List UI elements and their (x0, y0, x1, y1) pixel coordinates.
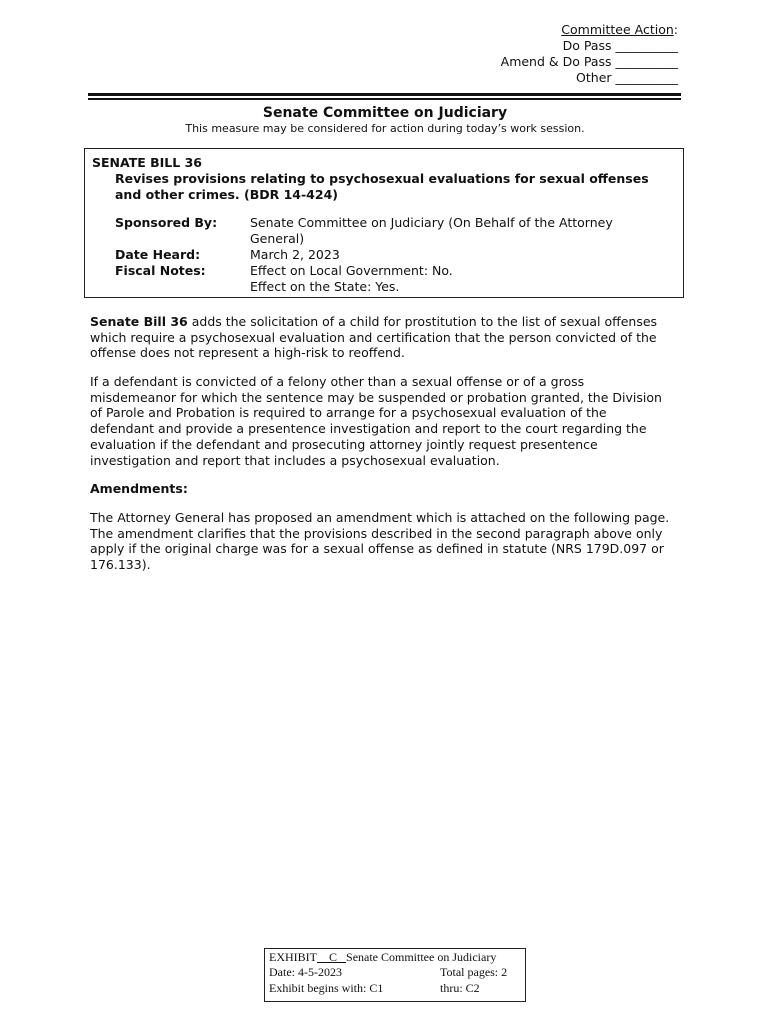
committee-action-heading: Committee Action: (561, 22, 678, 37)
fiscal-label: Fiscal Notes: (115, 263, 206, 278)
date-value: March 2, 2023 (250, 247, 340, 262)
page-title: Senate Committee on Judiciary (262, 105, 508, 121)
header-rule-thick (88, 93, 681, 96)
amendments-heading: Amendments: (90, 481, 188, 496)
exhibit-begins: Exhibit begins with: C1 (269, 981, 384, 995)
amend-do-pass-line: Amend & Do Pass __________ (500, 54, 678, 69)
date-label: Date Heard: (115, 247, 201, 262)
paragraph-current-law: If a defendant is convicted of a felony other than a sexual offense or of a gross misdemeanor for which the sentence may be suspended or probation granted, the Division of Parole and Probation is required to arrange for a psychosexual evaluation of the defendant and provide a presentence investigation and report to the court regarding the evaluation if the defendant and prosecuting attorney jointly request presentence investigation and report that includes a psychosexual evaluation. (90, 374, 662, 468)
exhibit-line-1: EXHIBIT C Senate Committee on Judiciary (269, 950, 497, 964)
fiscal-value: Effect on Local Government: No. Effect on the State: Yes. (250, 263, 453, 294)
page-subtitle: This measure may be considered for action during today’s work session. (185, 122, 585, 135)
other-line: Other __________ (576, 70, 678, 85)
sponsored-value: Senate Committee on Judiciary (On Behalf of the Attorney General) (250, 215, 613, 246)
bill-description: Revises provisions relating to psychosexual evaluations for sexual offenses and other crimes. (BDR 14-424) (115, 171, 649, 202)
exhibit-total-pages: Total pages: 2 (440, 965, 508, 979)
paragraph-summary: Senate Bill 36 adds the solicitation of a child for prostitution to the list of sexual offenses which require a psychosexual evaluation and certification that the person convicted of the offense does not represent a high-risk to reoffend. (90, 314, 658, 361)
committee-action-block (501, 22, 678, 86)
do-pass-line: Do Pass __________ (562, 38, 678, 53)
exhibit-stamp (264, 948, 526, 1002)
exhibit-thru: thru: C2 (440, 981, 480, 995)
exhibit-date: Date: 4-5-2023 (269, 965, 342, 979)
bill-number: SENATE BILL 36 (92, 155, 202, 170)
header-rule-thin (88, 98, 681, 100)
sponsored-label: Sponsored By: (115, 215, 218, 230)
bill-summary-box (84, 148, 684, 298)
paragraph-amendment: The Attorney General has proposed an amendment which is attached on the following page. The amendment clarifies that the provisions described in the second paragraph above only apply if the original charge was for a sexual offense as defined in statute (NRS 179D.097 or 176.133). (90, 510, 670, 573)
